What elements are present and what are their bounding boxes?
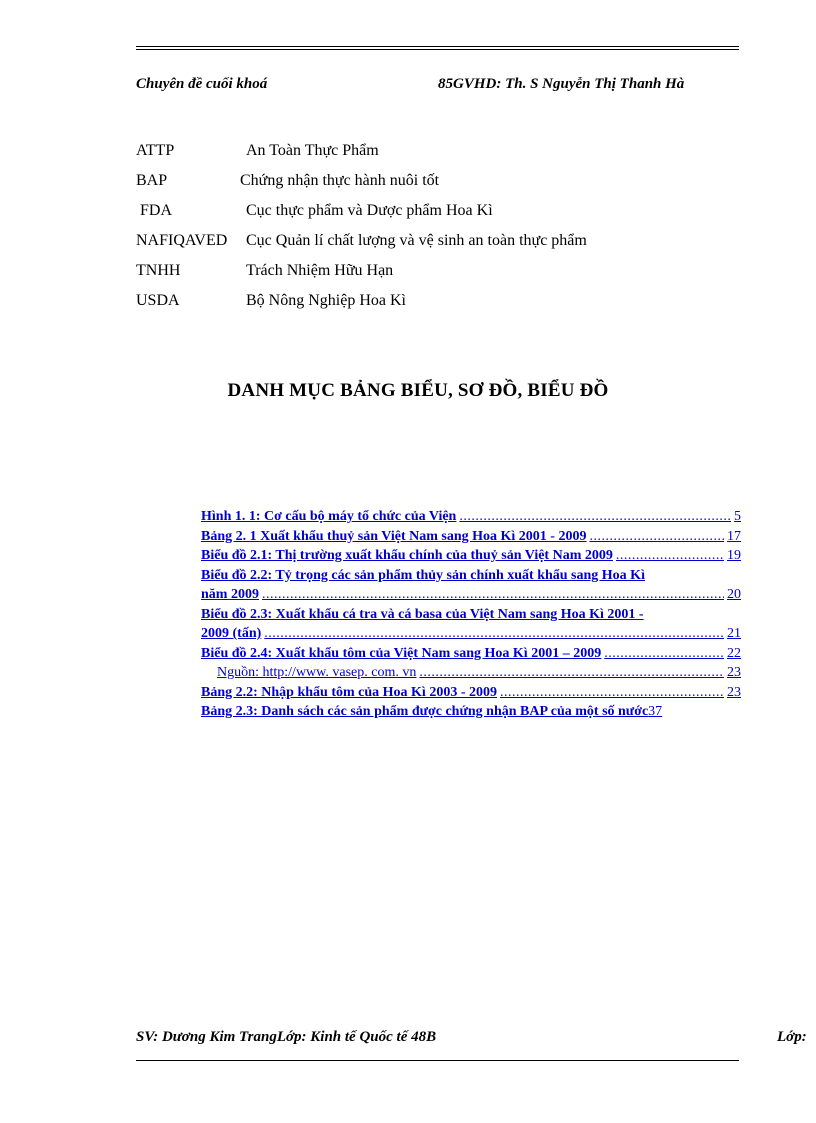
toc-page-number: 21 (727, 626, 741, 641)
abbreviation-row (136, 136, 587, 166)
table-of-figures (201, 507, 741, 722)
toc-link[interactable] (201, 644, 741, 664)
toc-link[interactable] (201, 683, 741, 703)
toc-page-number: 23 (727, 665, 741, 680)
abbreviation-desc: Bộ Nông Nghiệp Hoa Kì (246, 292, 406, 309)
toc-page-number: 22 (727, 645, 741, 661)
header-right-advisor: 85GVHD: Th. S Nguyễn Thị Thanh Hà (438, 76, 685, 92)
footer-rule (136, 1060, 739, 1061)
toc-link-text: Hình 1. 1: Cơ cấu bộ máy tổ chức của Viện (201, 509, 457, 524)
toc-link[interactable] (201, 585, 741, 605)
toc-link-text: Bảng 2. 1 Xuất khẩu thuỷ sản Việt Nam sang Hoa Kì 2001 - 2009 (201, 528, 587, 544)
toc-page-number: 5 (734, 509, 741, 524)
toc-leader (616, 546, 724, 566)
toc-link-text: Biểu đồ 2.1: Thị trường xuất khẩu chính của thuỷ sản Việt Nam 2009 (201, 548, 613, 563)
abbreviation-row (136, 196, 587, 226)
toc-leader (459, 507, 731, 527)
section-title: DANH MỤC BẢNG BIỂU, SƠ ĐỒ, BIỂU ĐỒ (227, 380, 609, 401)
abbreviation-desc: Trách Nhiệm Hữu Hạn (246, 262, 394, 279)
toc-link-text: Bảng 2.2: Nhập khẩu tôm của Hoa Kì 2003 - 2009 (201, 684, 497, 700)
toc-link[interactable] (201, 546, 741, 566)
abbreviation-desc: Cục Quản lí chất lượng và vệ sinh an toàn thực phẩm (246, 232, 587, 249)
abbreviation-code: NAFIQAVED (136, 232, 228, 249)
toc-leader (589, 527, 724, 547)
toc-link[interactable] (201, 605, 741, 625)
toc-link[interactable] (201, 566, 741, 586)
toc-leader (604, 644, 724, 664)
toc-link-text: Biểu đồ 2.4: Xuất khẩu tôm của Việt Nam sang Hoa Kì 2001 – 2009 (201, 645, 602, 661)
toc-link[interactable] (201, 663, 741, 683)
toc-leader (419, 663, 724, 683)
toc-page-number: 20 (727, 587, 741, 602)
toc-link[interactable] (201, 702, 741, 722)
header-left-title: Chuyên đề cuối khoá (136, 76, 268, 92)
toc-link-text: Biểu đồ 2.3: Xuất khẩu cá tra và cá basa của Việt Nam sang Hoa Kì 2001 - (201, 606, 644, 622)
abbreviation-code: TNHH (136, 262, 181, 279)
toc-page-number: 23 (727, 684, 741, 700)
toc-link[interactable] (201, 507, 741, 527)
toc-page-number: 37 (648, 704, 663, 719)
toc-link-text: Biểu đồ 2.2: Tỷ trọng các sản phẩm thủy sản chính xuất khẩu sang Hoa Kì (201, 567, 645, 583)
abbreviation-desc: Cục thực phẩm và Dược phẩm Hoa Kì (246, 202, 493, 219)
abbreviation-code: ATTP (136, 142, 175, 159)
toc-link-text: năm 2009 (201, 587, 259, 602)
abbreviation-code: FDA (140, 202, 173, 219)
toc-link[interactable] (201, 624, 741, 644)
toc-leader (262, 585, 724, 605)
footer-class-label: Lớp: (777, 1029, 807, 1045)
toc-leader (500, 683, 724, 703)
toc-page-number: 19 (727, 548, 741, 563)
abbreviation-code: BAP (136, 172, 168, 189)
header-rule (136, 46, 739, 50)
abbreviation-row (136, 286, 587, 316)
toc-link-text: Nguồn: http://www. vasep. com. vn (217, 665, 417, 680)
abbreviation-row (136, 166, 587, 196)
toc-link[interactable] (201, 527, 741, 547)
toc-page-number: 17 (727, 528, 741, 544)
toc-link-text: Bảng 2.3: Danh sách các sản phẩm được chứng nhận BAP của một số nước (201, 704, 649, 719)
abbreviation-code: USDA (136, 292, 180, 309)
toc-leader (264, 624, 724, 644)
footer-student: SV: Dương Kim TrangLớp: Kinh tế Quốc tế 48B (136, 1029, 437, 1045)
abbreviation-desc: Chứng nhận thực hành nuôi tốt (240, 172, 440, 189)
abbreviation-list (136, 136, 587, 316)
abbreviation-row (136, 226, 587, 256)
abbreviation-row (136, 256, 587, 286)
toc-link-text: 2009 (tấn) (201, 626, 262, 641)
abbreviation-desc: An Toàn Thực Phẩm (246, 142, 379, 159)
